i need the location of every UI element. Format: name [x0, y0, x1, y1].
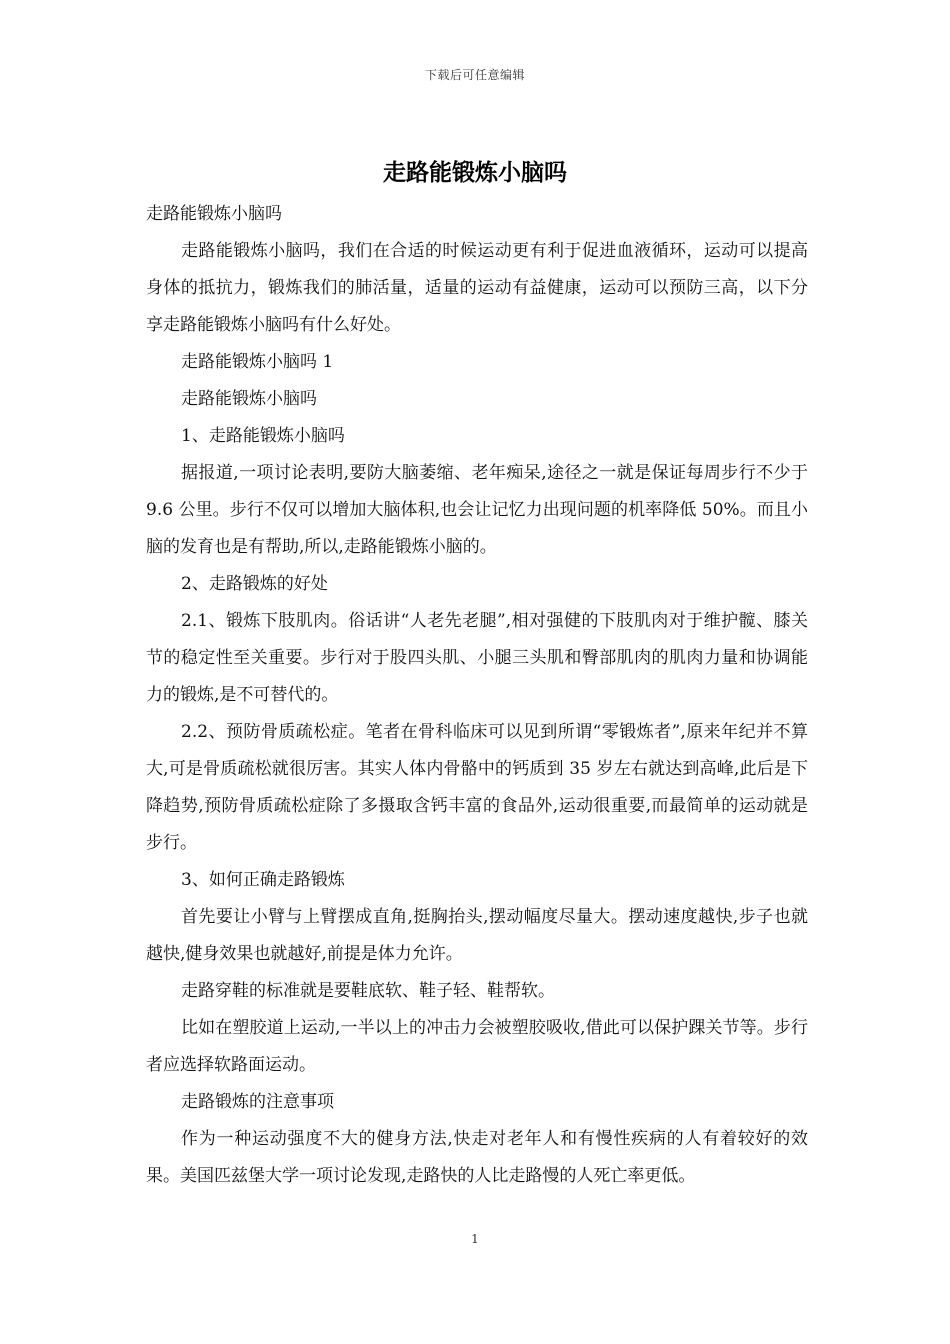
paragraph: 比如在塑胶道上运动,一半以上的冲击力会被塑胶吸收,借此可以保护踝关节等。步行者应选择软路面运动。 [146, 1018, 808, 1075]
paragraph: 2.1、锻炼下肢肌肉。俗话讲“人老先老腿”,相对强健的下肢肌肉对于维护髋、膝关节的稳定性至关重要。步行对于股四头肌、小腿三头肌和臀部肌肉的肌肉力量和协调能力的锻炼,是不可替代的。 [146, 611, 808, 705]
page-number: 1 [471, 1232, 479, 1246]
section-heading-2: 2、走路锻炼的好处 [181, 574, 328, 594]
paragraph: 走路穿鞋的标准就是要鞋底软、鞋子轻、鞋帮软。 [181, 981, 555, 1001]
paragraph: 首先要让小臂与上臂摆成直角,挺胸抬头,摆动幅度尽量大。摆动速度越快,步子也就越快,健身效果也就越好,前提是体力允许。 [146, 907, 808, 964]
paragraph-intro: 走路能锻炼小脑吗，我们在合适的时候运动更有利于促进血液循环，运动可以提高身体的抵抗力，锻炼我们的肺活量，适量的运动有益健康，运动可以预防三高，以下分享走路能锻炼小脑吗有什么好处。 [146, 241, 808, 335]
paragraph-heading: 走路能锻炼小脑吗 1 [181, 352, 334, 372]
paragraph: 2.2、预防骨质疏松症。笔者在骨科临床可以见到所谓“零锻炼者”,原来年纪并不算大,可是骨质疏松就很厉害。其实人体内骨骼中的钙质到 35 岁左右就达到高峰,此后是下降趋势,预防骨质疏松症除了多摄取含钙丰富的食品外,运动很重要,而最简单的运动就是步行。 [146, 722, 808, 853]
section-heading-3: 3、如何正确走路锻炼 [181, 870, 345, 890]
paragraph-heading: 走路锻炼的注意事项 [181, 1092, 334, 1112]
document-title: 走路能锻炼小脑吗 [383, 160, 567, 186]
section-heading-1: 1、走路能锻炼小脑吗 [181, 426, 345, 446]
document-body [146, 196, 808, 1195]
paragraph: 据报道,一项讨论表明,要防大脑萎缩、老年痴呆,途径之一就是保证每周步行不少于 9.6 公里。步行不仅可以增加大脑体积,也会让记忆力出现问题的机率降低 50%。而且小脑的发育也是有帮助,所以,走路能锻炼小脑的。 [146, 463, 808, 557]
paragraph: 作为一种运动强度不大的健身方法,快走对老年人和有慢性疾病的人有着较好的效果。美国匹兹堡大学一项讨论发现,走路快的人比走路慢的人死亡率更低。 [146, 1129, 808, 1186]
paragraph-subtitle: 走路能锻炼小脑吗 [146, 204, 282, 224]
header-note: 下载后可任意编辑 [424, 68, 525, 82]
paragraph-heading: 走路能锻炼小脑吗 [181, 389, 317, 409]
